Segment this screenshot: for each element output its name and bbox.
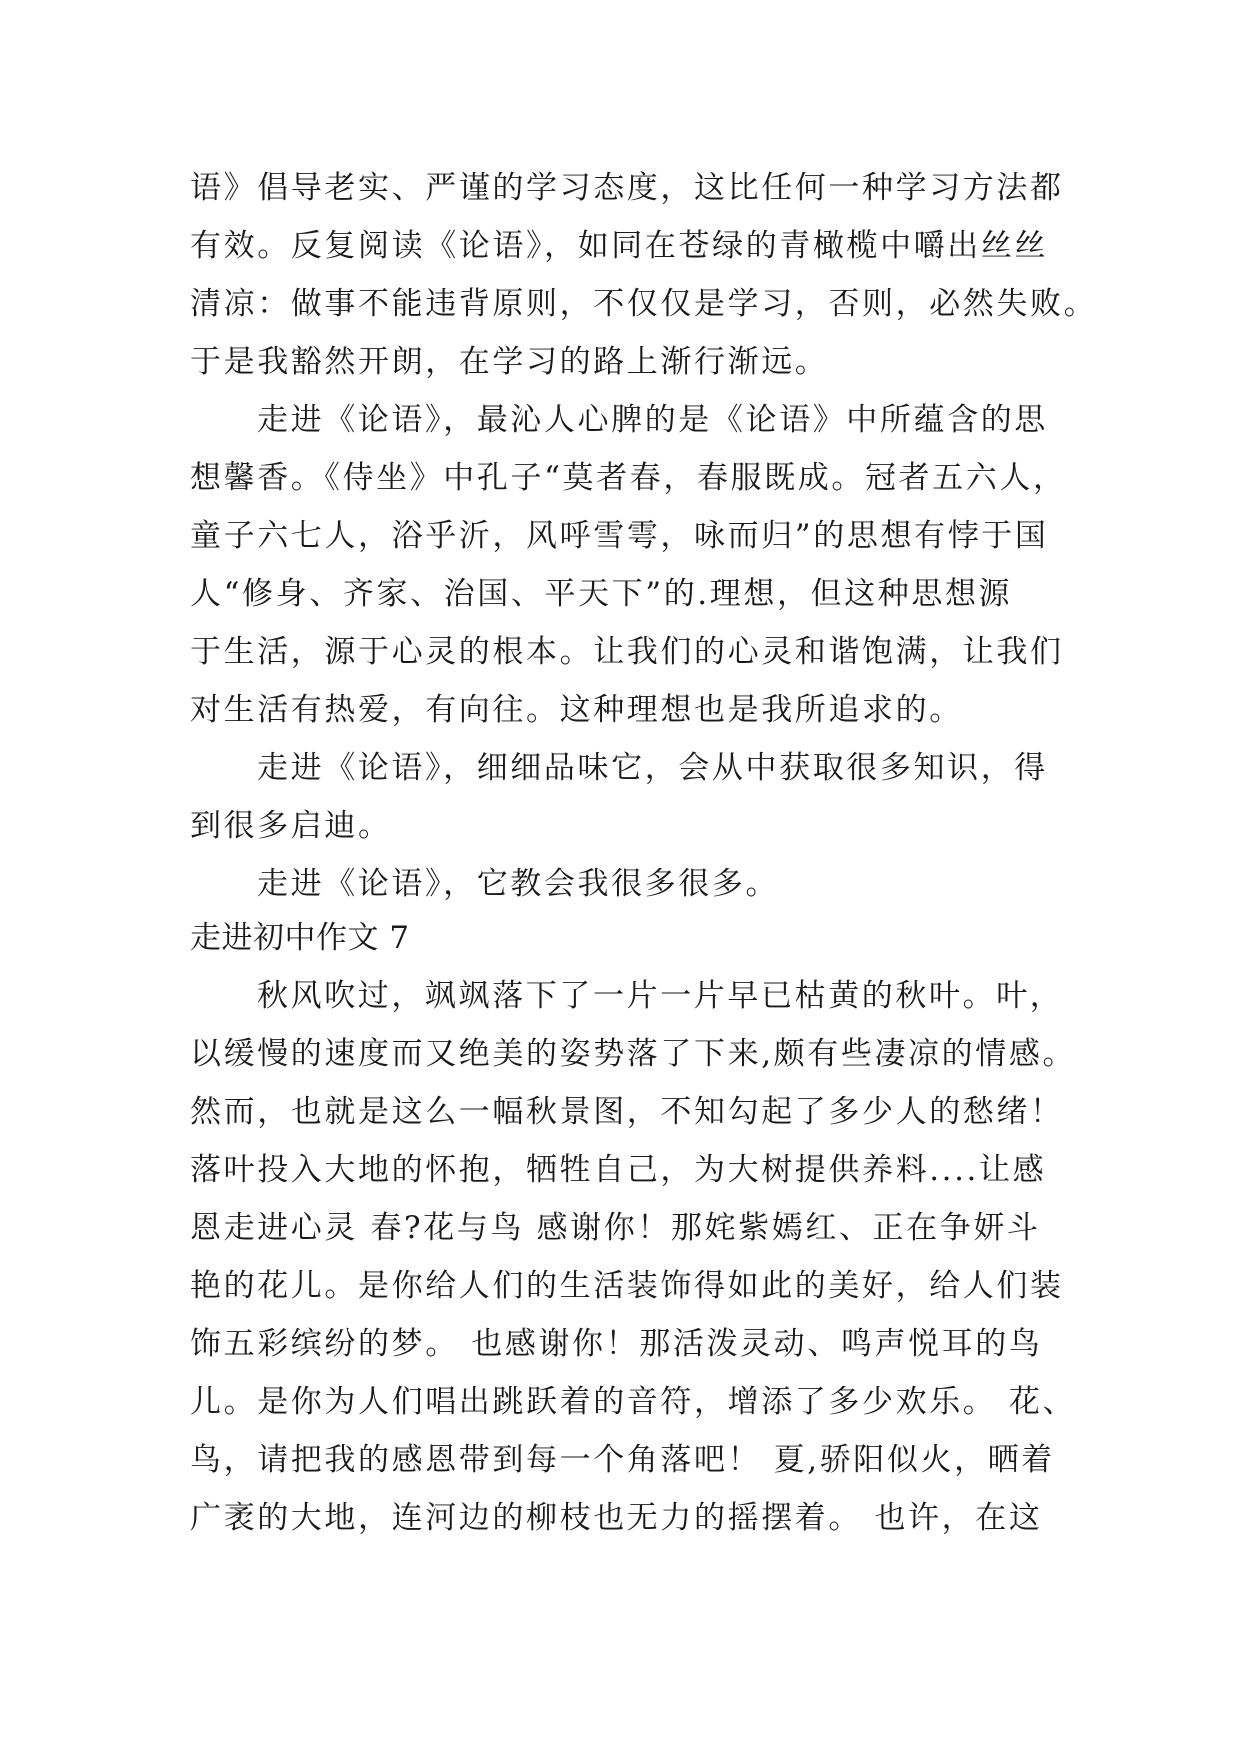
text-line: 清凉：做事不能违背原则，不仅仅是学习，否则，必然失败。 [190, 286, 1098, 322]
text-line: 饰五彩缤纷的梦。 也感谢你！那活泼灵动、鸣声悦耳的鸟 [190, 1326, 1043, 1362]
text-line: 艳的花儿。是你给人们的生活装饰得如此的美好，给人们装 [190, 1268, 1064, 1304]
text-line: 广袤的大地，连河边的柳枝也无力的摇摆着。 也许，在这 [190, 1500, 1043, 1536]
text-line: 语》倡导老实、严谨的学习态度，这比任何一种学习方法都 [190, 170, 1064, 206]
text-line: 然而，也就是这么一幅秋景图，不知勾起了多少人的愁绪！ [190, 1094, 1064, 1130]
text-line: 人“修身、齐家、治国、平天下”的.理想，但这种思想源 [190, 576, 1013, 612]
text-line: 落叶投入大地的怀抱，牺牲自己，为大树提供养料....让感 [190, 1152, 1047, 1188]
paragraph-first-line: 走进《论语》，最沁人心脾的是《论语》中所蕴含的思 [257, 402, 1048, 438]
text-line: 有效。反复阅读《论语》，如同在苍绿的青橄榄中嚼出丝丝 [190, 228, 1049, 264]
paragraph-first-line: 走进《论语》，细细品味它，会从中获取很多知识，得 [257, 750, 1048, 786]
text-line: 于生活，源于心灵的根本。让我们的心灵和谐饱满，让我们 [190, 634, 1064, 670]
text-line: 儿。是你为人们唱出跳跃着的音符，增添了多少欢乐。 花、 [190, 1384, 1077, 1420]
text-line: 对生活有热爱，有向往。这种理想也是我所追求的。 [190, 692, 963, 728]
paragraph-first-line: 走进《论语》，它教会我很多很多。 [257, 866, 780, 902]
text-line: 到很多启迪。 [190, 808, 392, 844]
section-heading: 走进初中作文 7 [190, 920, 410, 956]
text-line: 想馨香。《侍坐》中孔子“莫者春，春服既成。冠者五六人， [190, 460, 1067, 496]
text-line: 童子六七人，浴乎沂，风呼雪雩，咏而归”的思想有悖于国 [190, 518, 1049, 554]
text-line: 鸟，请把我的感恩带到每一个角落吧！ 夏,骄阳似火，晒着 [190, 1442, 1055, 1478]
paragraph-first-line: 秋风吹过，飒飒落下了一片一片早已枯黄的秋叶。叶， [257, 978, 1064, 1014]
text-line: 于是我豁然开朗，在学习的路上渐行渐远。 [190, 344, 829, 380]
text-line: 恩走进心灵 春?花与鸟 感谢你！那姹紫嫣红、正在争妍斗 [190, 1210, 1041, 1246]
text-line: 以缓慢的速度而又绝美的姿势落了下来,颇有些凄凉的情感。 [190, 1036, 1077, 1072]
